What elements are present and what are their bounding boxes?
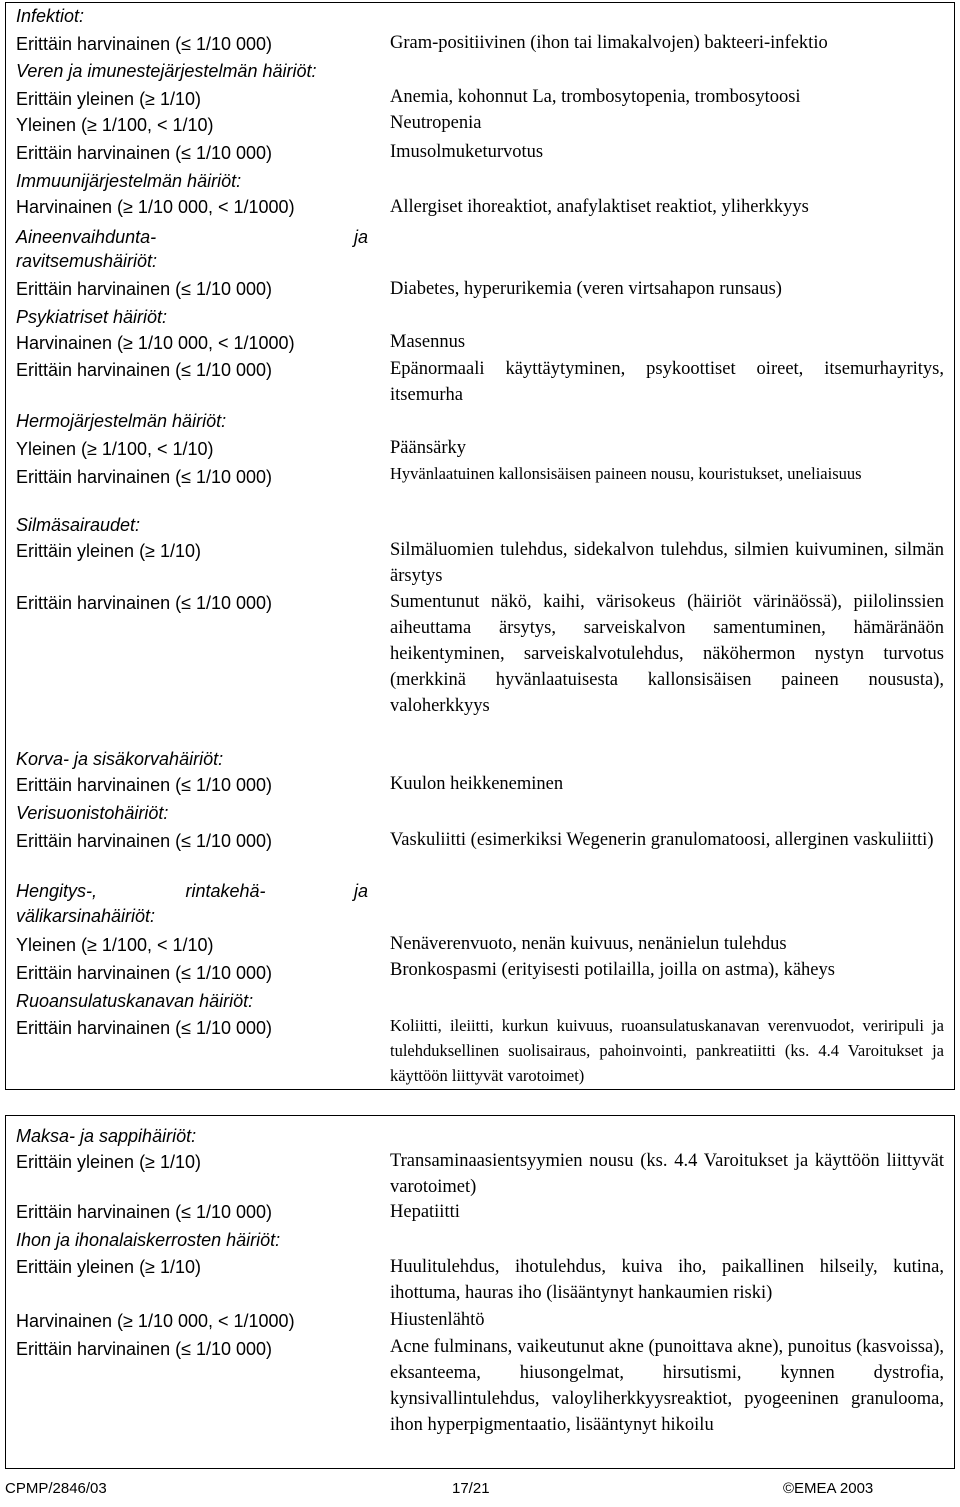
frequency-label: Erittäin harvinainen (≤ 1/10 000)	[16, 1202, 273, 1222]
effect-text: Hepatiitti	[390, 1202, 460, 1222]
frequency-label: Erittäin yleinen (≥ 1/10)	[16, 1257, 201, 1277]
effect-text: Päänsärky	[390, 438, 467, 458]
section-title: Immuunijärjestelmän häiriöt:	[16, 171, 242, 191]
effect-text: Imusolmuketurvotus	[390, 142, 544, 162]
effect-text: Kuulon heikkeneminen	[390, 774, 564, 794]
frequency-label: Erittäin harvinainen (≤ 1/10 000)	[16, 1018, 273, 1038]
frequency-label: Erittäin harvinainen (≤ 1/10 000)	[16, 143, 273, 163]
frequency-label: Erittäin harvinainen (≤ 1/10 000)	[16, 1339, 273, 1359]
effect-text: Diabetes, hyperurikemia (veren virtsahapon runsaus)	[390, 279, 782, 299]
section-title: Korva- ja sisäkorvahäiriöt:	[16, 749, 224, 769]
footer-page-number: 17/21	[452, 1480, 490, 1497]
effect-text: Bronkospasmi (erityisesti potilailla, joilla on astma), käheys	[390, 960, 835, 980]
section-title: Veren ja imunestejärjestelmän häiriöt:	[16, 61, 317, 81]
effect-text: Hyvänlaatuinen kallonsisäisen paineen nousu, kouristukset, uneliaisuus	[390, 464, 862, 483]
footer-document-code: CPMP/2846/03	[5, 1480, 107, 1497]
effect-text: Anemia, kohonnut La, trombosytopenia, trombosytoosi	[390, 87, 801, 107]
section-title-part: Hengitys-,	[16, 881, 98, 901]
effect-text: Transaminaasientsyymien nousu (ks. 4.4 Varoitukset ja käyttöön liittyvät varotoimet)	[390, 1151, 944, 1197]
frequency-label: Erittäin harvinainen (≤ 1/10 000)	[16, 279, 273, 299]
frequency-label: Erittäin harvinainen (≤ 1/10 000)	[16, 593, 273, 613]
section-title-part: ja	[353, 881, 368, 901]
effect-text: Silmäluomien tulehdus, sidekalvon tulehdus, silmien kuivuminen, silmän ärsytys	[390, 540, 944, 586]
frequency-label: Erittäin harvinainen (≤ 1/10 000)	[16, 467, 273, 487]
frequency-label: Erittäin yleinen (≥ 1/10)	[16, 1152, 201, 1172]
frequency-label: Erittäin harvinainen (≤ 1/10 000)	[16, 360, 273, 380]
effect-text: Sumentunut näkö, kaihi, värisokeus (häiriöt värinäössä), piilolinssien aiheuttama ärsytys, sarveiskalvon samentuminen, hämäränäön heikentyminen, sarveiskalvotulehdus, näköhermon nystyn turvotus (merkkinä hyvänlaatuisesta kallonsisäisen paineen noususta), valoherkkyys	[390, 592, 944, 716]
effect-text: Koliitti, ileiitti, kurkun kuivuus, ruoansulatuskanavan verenvuodot, veriripuli ja tulehduksellinen suolisairaus, pahoinvointi, pankreatiitti (ks. 4.4 Varoitukset ja käyttöön liittyvät varotoimet)	[390, 1016, 944, 1085]
section-title	[16, 880, 368, 902]
frequency-label: Yleinen (≥ 1/100, < 1/10)	[16, 439, 214, 459]
section-title: Infektiot:	[16, 6, 85, 26]
frequency-label: Erittäin harvinainen (≤ 1/10 000)	[16, 775, 273, 795]
section-title: Hermojärjestelmän häiriöt:	[16, 411, 227, 431]
frequency-label: Erittäin harvinainen (≤ 1/10 000)	[16, 963, 273, 983]
effect-text: Allergiset ihoreaktiot, anafylaktiset reaktiot, yliherkkyys	[390, 197, 809, 217]
frequency-label: Yleinen (≥ 1/100, < 1/10)	[16, 115, 214, 135]
frequency-label: Harvinainen (≥ 1/10 000, < 1/1000)	[16, 197, 295, 217]
effect-text: Epänormaali käyttäytyminen, psykoottiset oireet, itsemurhayritys, itsemurha	[390, 359, 944, 405]
section-title: Silmäsairaudet:	[16, 515, 141, 535]
frequency-label: Yleinen (≥ 1/100, < 1/10)	[16, 935, 214, 955]
section-title-part: Aineenvaihdunta-	[16, 227, 157, 247]
section-title: Maksa- ja sappihäiriöt:	[16, 1126, 197, 1146]
section-title-part: rintakehä-	[185, 881, 266, 901]
section-title-continued: välikarsinahäiriöt:	[16, 906, 156, 926]
frequency-label: Erittäin harvinainen (≤ 1/10 000)	[16, 34, 273, 54]
section-title	[16, 226, 368, 248]
effect-text: Huulitulehdus, ihotulehdus, kuiva iho, paikallinen hilseily, kutina, ihottuma, hauras iho (lisääntynyt hankaumien riski)	[390, 1257, 944, 1303]
effect-text: Acne fulminans, vaikeutunut akne (punoittava akne), punoitus (kasvoissa), eksanteema, hiusongelmat, hirsutismi, kynnen dystrofia, kynsivallintulehdus, valoyliherkkyysreaktiot, pyogeeninen granulooma, ihon hyperpigmentaatio, lisääntynyt hikoilu	[390, 1337, 944, 1435]
effect-text: Vaskuliitti (esimerkiksi Wegenerin granulomatoosi, allerginen vaskuliitti)	[390, 830, 934, 850]
section-title: Verisuonistohäiriöt:	[16, 803, 169, 823]
frequency-label: Harvinainen (≥ 1/10 000, < 1/1000)	[16, 1311, 295, 1331]
frequency-label: Erittäin yleinen (≥ 1/10)	[16, 89, 201, 109]
effect-text: Nenäverenvuoto, nenän kuivuus, nenänielun tulehdus	[390, 934, 787, 954]
section-title: Ihon ja ihonalaiskerrosten häiriöt:	[16, 1230, 281, 1250]
frequency-label: Erittäin yleinen (≥ 1/10)	[16, 541, 201, 561]
frequency-label: Erittäin harvinainen (≤ 1/10 000)	[16, 831, 273, 851]
effect-text: Masennus	[390, 332, 466, 352]
section-title-part: ja	[353, 227, 368, 247]
effect-text: Neutropenia	[390, 113, 482, 133]
section-title: Psykiatriset häiriöt:	[16, 307, 168, 327]
section-title-continued: ravitsemushäiriöt:	[16, 251, 158, 271]
effect-text: Hiustenlähtö	[390, 1310, 485, 1330]
section-title: Ruoansulatuskanavan häiriöt:	[16, 991, 254, 1011]
frequency-label: Harvinainen (≥ 1/10 000, < 1/1000)	[16, 333, 295, 353]
footer-copyright: ©EMEA 2003	[783, 1480, 874, 1497]
effect-text: Gram-positiivinen (ihon tai limakalvojen) bakteeri-infektio	[390, 33, 828, 53]
